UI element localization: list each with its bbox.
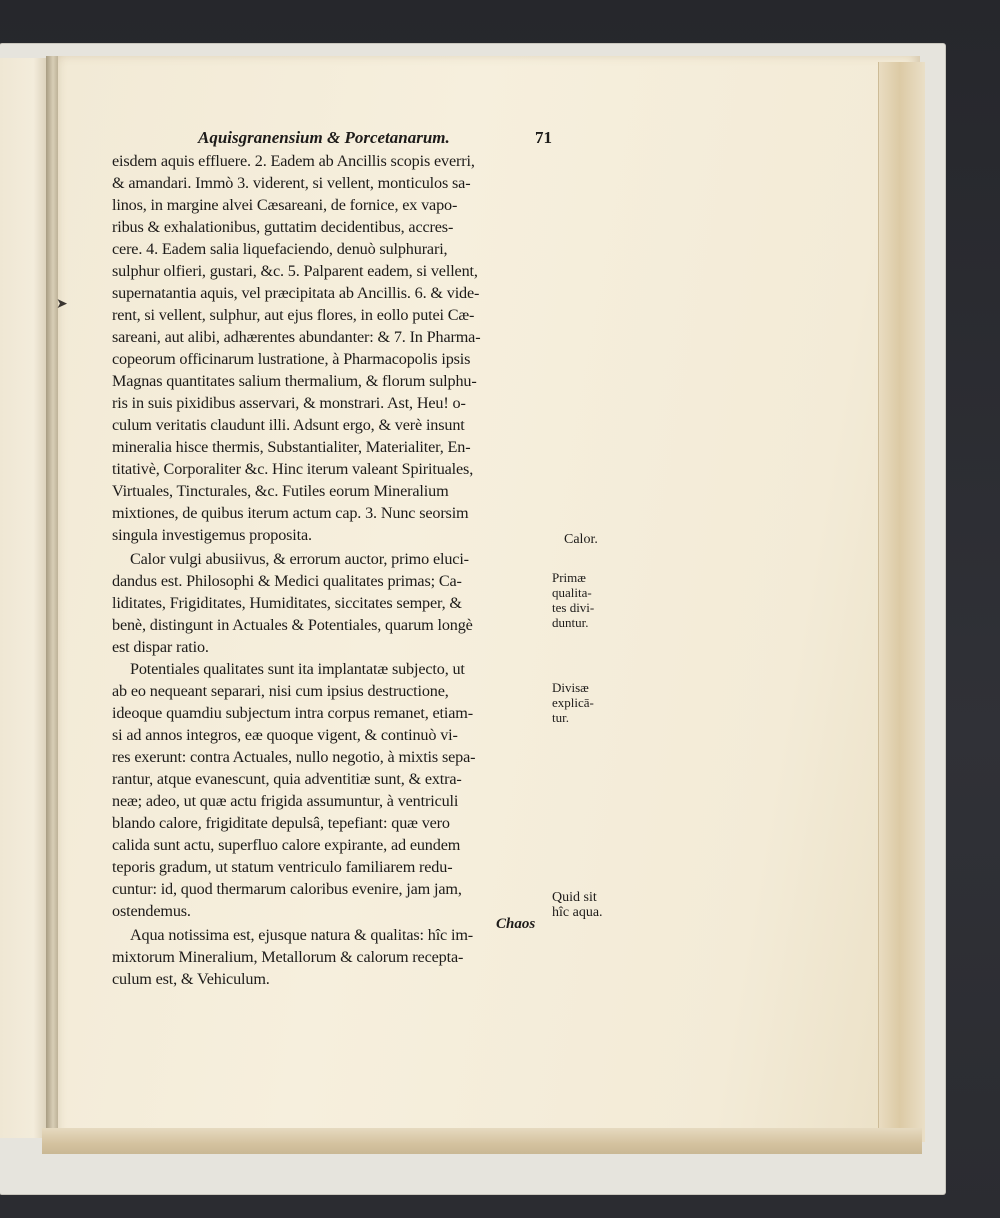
margin-note-line: hîc aqua. [552, 905, 603, 920]
text-line: est dispar ratio. [112, 638, 209, 656]
margin-note-line: Quid sit [552, 890, 597, 905]
text-line: Potentiales qualitates sunt ita implantatæ subjecto, ut [130, 660, 465, 678]
text-line: supernatantia aquis, vel præcipitata ab Ancillis. 6. & vide- [112, 284, 480, 302]
text-line: culum est, & Vehiculum. [112, 970, 270, 988]
text-line: mixtorum Mineralium, Metallorum & calorum recepta- [112, 948, 464, 966]
text-line: sulphur olfieri, gustari, &c. 5. Palparent eadem, si vellent, [112, 262, 478, 280]
text-line: mixtiones, de quibus iterum actum cap. 3. Nunc seorsim [112, 504, 469, 522]
margin-note-line: tur. [552, 710, 569, 725]
text-line: benè, distingunt in Actuales & Potentiales, quarum longè [112, 616, 473, 634]
text-line: ab eo nequeant separari, nisi cum ipsius destructione, [112, 682, 449, 700]
text-line: si ad annos integros, eæ quoque vigent, & continuò vi- [112, 726, 458, 744]
text-line: liditates, Frigiditates, Humiditates, siccitates semper, & [112, 594, 462, 612]
text-line: mineralia hisce thermis, Substantialiter, Materialiter, En- [112, 438, 471, 456]
text-line: cere. 4. Eadem salia liquefaciendo, denuò sulphurari, [112, 240, 448, 258]
text-line: copeorum officinarum lustratione, à Pharmacopolis ipsis [112, 350, 471, 368]
margin-note-calor: Calor. [564, 532, 598, 547]
text-line: Magnas quantitates salium thermalium, & florum sulphu- [112, 372, 477, 390]
text-line: ribus & exhalationibus, guttatim decidentibus, accres- [112, 218, 454, 236]
text-line: singula investigemus proposita. [112, 526, 312, 544]
text-line: titativè, Corporaliter &c. Hinc iterum valeant Spirituales, [112, 460, 474, 478]
margin-note-quid [552, 890, 603, 920]
text-line: calida sunt actu, superfluo calore expirante, ad eundem [112, 836, 461, 854]
text-line: & amandari. Immò 3. viderent, si vellent, monticulos sa- [112, 174, 471, 192]
page-bottom-edge [42, 1128, 922, 1154]
margin-note-line: qualita- [552, 585, 592, 600]
text-line: teporis gradum, ut statum ventriculo familiarem redu- [112, 858, 453, 876]
text-line: dandus est. Philosophi & Medici qualitates primas; Ca- [112, 572, 462, 590]
text-line: ris in suis pixidibus asservari, & monstrari. Ast, Heu! o- [112, 394, 466, 412]
margin-note-line: tes divi- [552, 600, 595, 615]
text-line: rent, si vellent, sulphur, aut ejus flores, in eollo putei Cæ- [112, 306, 475, 324]
catchword: Chaos [496, 916, 536, 932]
text-line: Calor vulgi abusiivus, & errorum auctor, primo eluci- [130, 550, 469, 568]
text-line: neæ; adeo, ut quæ actu frigida assumuntur, à ventriculi [112, 792, 459, 810]
margin-note-line: Primæ [552, 570, 586, 585]
margin-note-divisae [552, 680, 594, 725]
facing-page-edge [0, 58, 50, 1138]
text-line: eisdem aquis effluere. 2. Eadem ab Ancillis scopis everri, [112, 152, 475, 170]
text-line: res exerunt: contra Actuales, nullo negotio, à mixtis sepa- [112, 748, 476, 766]
text-line: ideoque quamdiu subjectum intra corpus remanet, etiam- [112, 704, 473, 722]
running-head-title: Aquisgranensium & Porcetanarum. [198, 128, 450, 147]
margin-pointer-mark: ➤ [56, 297, 68, 312]
text-line: Virtuales, Tincturales, &c. Futiles eorum Mineralium [112, 482, 449, 500]
margin-note-primae [552, 570, 594, 630]
margin-note-line: duntur. [552, 615, 589, 630]
text-line: blando calore, frigiditate depulsâ, tepefiant: quæ vero [112, 814, 450, 832]
text-line: Aqua notissima est, ejusque natura & qualitas: hîc im- [130, 926, 474, 944]
page-number: 71 [535, 128, 552, 147]
page-fore-edge [878, 62, 925, 1142]
text-line: ostendemus. [112, 902, 191, 920]
text-line: rantur, atque evanescunt, quia adventitiæ sunt, & extra- [112, 770, 462, 788]
text-line: sareani, aut alibi, adhærentes abundanter: & 7. In Pharma- [112, 328, 481, 346]
text-line: culum veritatis claudunt illi. Adsunt ergo, & verè insunt [112, 416, 465, 434]
margin-note-line: Divisæ [552, 680, 589, 695]
text-line: linos, in margine alvei Cæsareani, de fornice, ex vapo- [112, 196, 458, 214]
margin-note-line: explicā- [552, 695, 594, 710]
text-line: cuntur: id, quod thermarum caloribus evenire, jam jam, [112, 880, 462, 898]
